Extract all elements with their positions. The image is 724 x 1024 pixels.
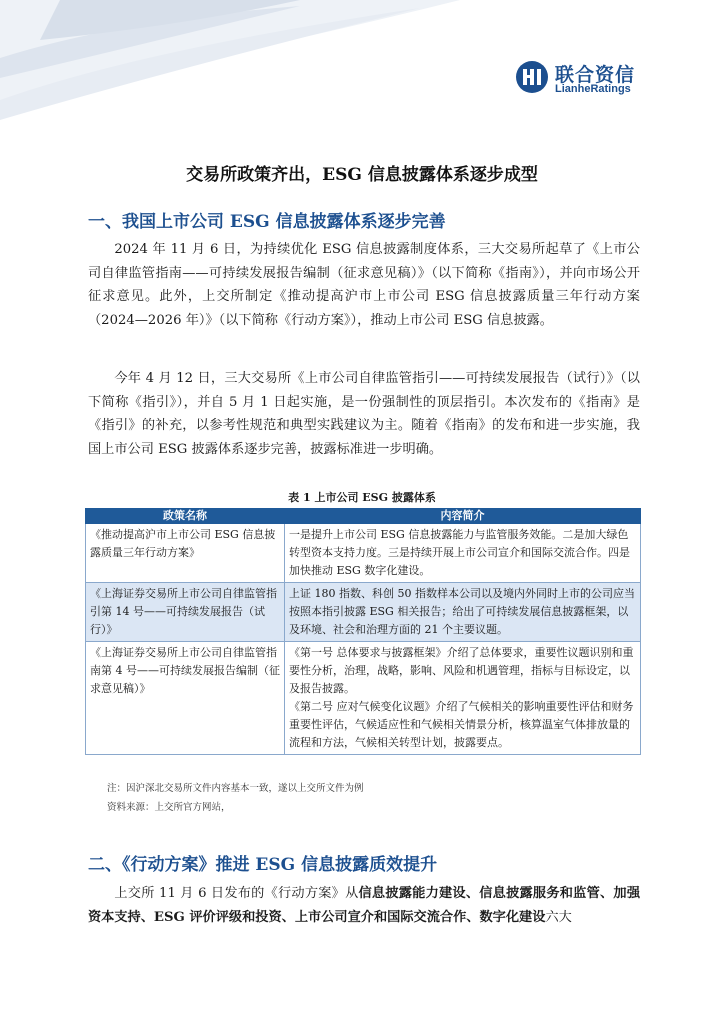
content-item-1: 《第一号 总体要求与披露框架》介绍了总体要求，重要性议题识别和重要性分析，治理，战略，影响、风险和机遇管理，指标与目标设定，以及报告披露。 [289,646,634,695]
logo-text-cn: 联合资信 [555,64,636,86]
policy-name-cell: 《推动提高沪市上市公司 ESG 信息披露质量三年行动方案》 [86,524,285,583]
policy-content-cell: 一是提升上市公司 ESG 信息披露能力与监管服务效能。二是加大绿色转型资本支持力度。三是持续开展上市公司宣介和国际交流合作。四是加快推动 ESG 数字化建设。 [285,524,641,583]
logo-text-en: LianheRatings [555,83,631,95]
company-logo [515,60,685,100]
section-1-heading: 一、我国上市公司 ESG 信息披露体系逐步完善 [88,212,446,232]
column-header-policy-name: 政策名称 [86,509,285,524]
content-item-2: 《第二号 应对气候变化议题》介绍了气候相关的影响重要性评估和财务重要性评估，气候适应性和气候相关情景分析，核算温室气体排放量的流程和方法，气候相关转型计划，披露要点。 [289,700,634,749]
document-title: 交易所政策齐出，ESG 信息披露体系逐步成型 [186,165,538,185]
policy-content-cell [285,642,641,755]
lianhe-logo-icon [515,60,549,94]
section-1-paragraph-2: 今年 4 月 12 日，三大交易所《上市公司自律监管指引——可持续发展报告（试行）》（以下简称《指引》），并自 5 月 1 日起实施，是一份强制性的顶层指引。本次发布的《指南》是《指引》的补充，以参考性规范和典型实践建议为主。随着《指南》的发布和进一步实施，我国上市公司 ESG 披露体系逐步完善，披露标准进一步明确。 [88,371,640,457]
table-source: 资料来源：上交所官方网站， [107,802,231,813]
table-note: 注：因沪深北交易所文件内容基本一致，遂以上交所文件为例 [107,783,364,794]
table-caption: 表 1 上市公司 ESG 披露体系 [288,491,436,504]
table-row [86,642,641,755]
policy-name-cell: 《上海证券交易所上市公司自律监管指引第 14 号——可持续发展报告（试行）》 [86,583,285,642]
table-row [86,583,641,642]
paragraph-bold-text: 信息披露能力建设、信息披露服务和监管、加强资本支持、ESG 评价评级和投资、上市公司宣介和国际交流合作、数字化建设 [88,886,641,925]
policy-table [85,508,641,755]
column-header-content: 内容简介 [285,509,641,524]
policy-content-cell: 上证 180 指数、科创 50 指数样本公司以及境内外同时上市的公司应当按照本指引披露 ESG 相关报告；给出了可持续发展信息披露框架，以及环境、社会和治理方面的 21 个主要议题。 [285,583,641,642]
policy-name-cell: 《上海证券交易所上市公司自律监管指南第 4 号——可持续发展报告编制（征求意见稿）》 [86,642,285,755]
section-2-heading: 二、《行动方案》推进 ESG 信息披露质效提升 [88,855,438,875]
paragraph-lead-text: 上交所 11 月 6 日发布的《行动方案》从 [114,886,359,901]
section-2-paragraph-1 [88,882,640,929]
paragraph-tail-text: 六大 [545,909,572,925]
section-1-paragraph-1: 2024 年 11 月 6 日，为持续优化 ESG 信息披露制度体系，三大交易所起草了《上市公司自律监管指南——可持续发展报告编制（征求意见稿）》（以下简称《指南》），并向市场公开征求意见。此外，上交所制定《推动提高沪市上市公司 ESG 信息披露质量三年行动方案（2024—2026 年）》（以下简称《行动方案》），推动上市公司 ESG 信息披露。 [88,242,640,328]
header-decoration [0,0,460,150]
table-row [86,524,641,583]
table-header-row [86,509,641,524]
